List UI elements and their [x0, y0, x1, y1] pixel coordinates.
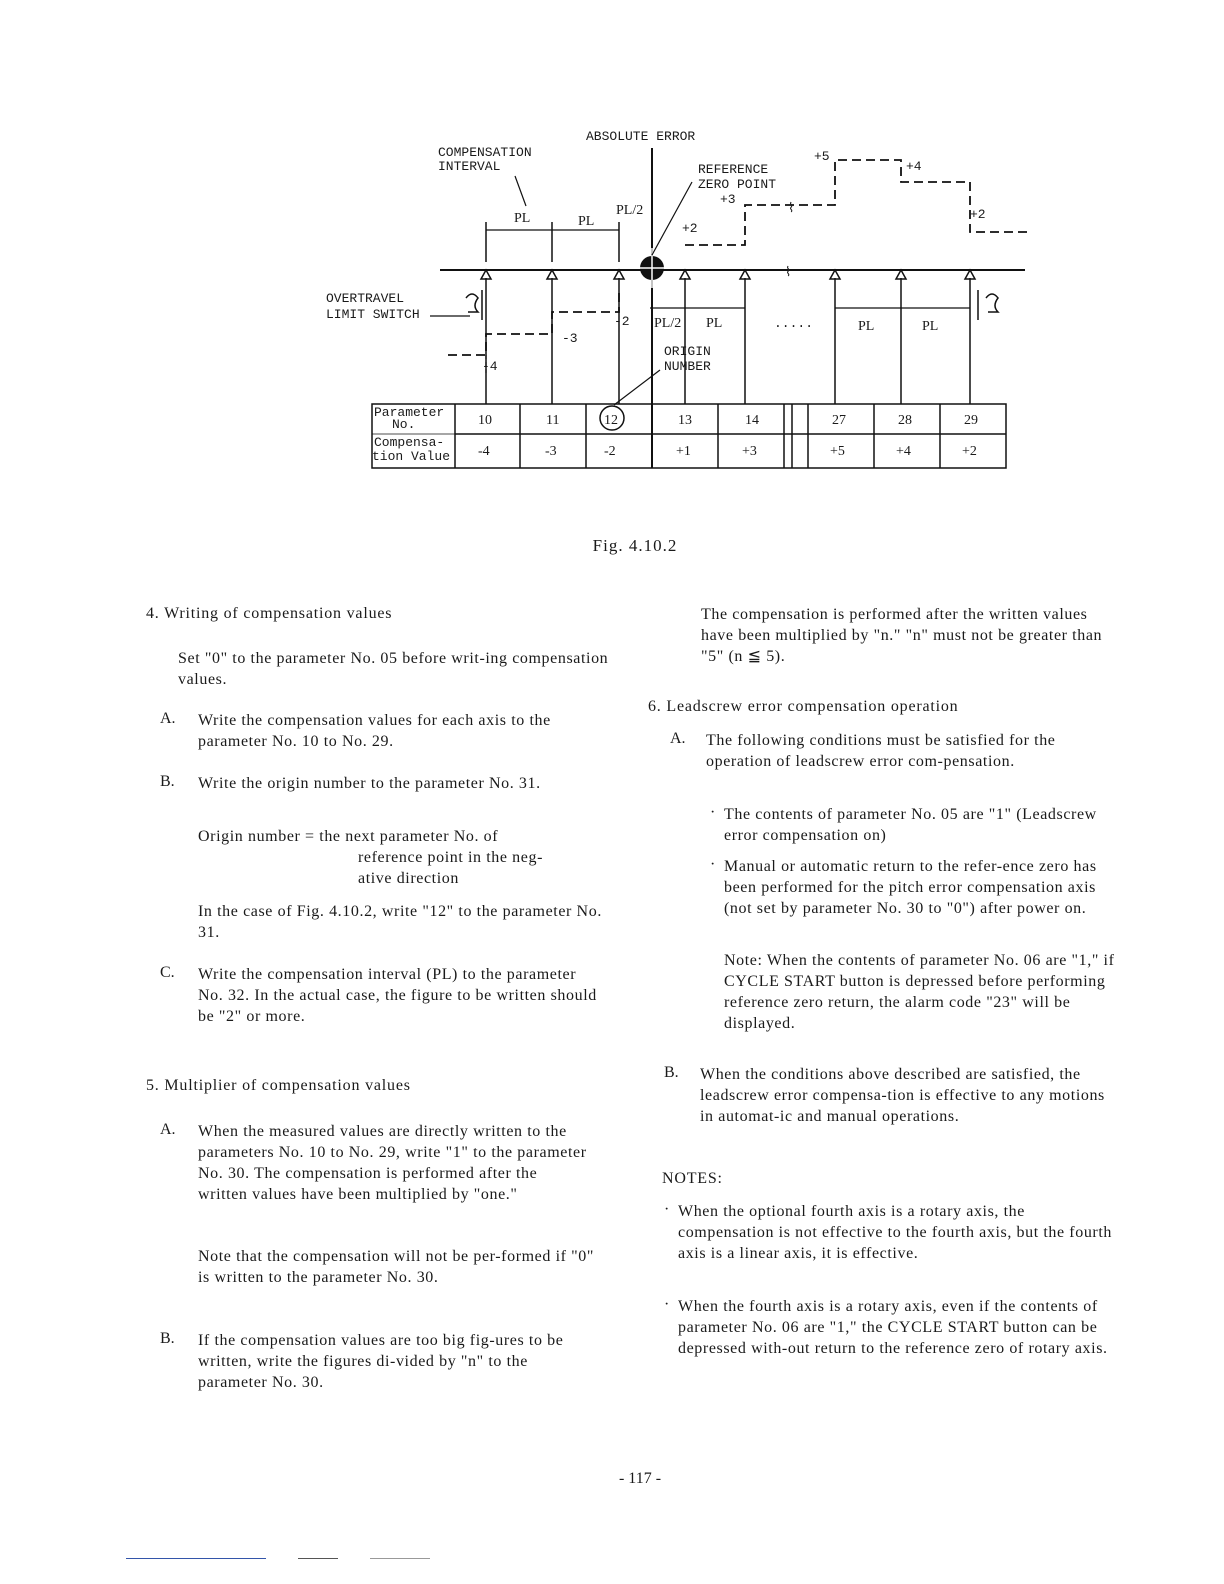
bullet-icon: ·	[710, 856, 716, 873]
section-4b: Write the origin number to the parameter No. 31.	[198, 775, 541, 792]
param-no-cell: 14	[745, 413, 759, 428]
compensation-diagram	[0, 0, 1224, 520]
comp-value-cell: +4	[896, 444, 911, 459]
bullet-icon: ·	[710, 804, 716, 821]
parameter-division-lines	[486, 222, 970, 404]
pl-label: PL	[922, 319, 939, 334]
overtravel-label-2: LIMIT SWITCH	[326, 307, 420, 322]
origin-number-def-1: Origin number = the next parameter No. of	[198, 828, 499, 845]
section-4c: Write the compensation interval (PL) to the parameter No. 32. In the actual case, the figure to be written should be "2" or more.	[198, 966, 597, 1025]
comp-value-row	[478, 444, 977, 459]
pl-label: PL	[858, 319, 875, 334]
svg-text:⌇: ⌇	[785, 265, 792, 280]
pl-half-label: PL/2	[616, 203, 644, 218]
param-no-cell: 11	[546, 413, 560, 428]
compensation-interval-label-2: INTERVAL	[438, 159, 501, 174]
step-value: +2	[682, 221, 698, 236]
origin-number-def-3: ative direction	[358, 870, 459, 887]
scan-artifact-line	[370, 1558, 430, 1559]
reference-label: REFERENCE	[698, 162, 769, 177]
item-letter: A.	[160, 1121, 176, 1138]
section-4a: Write the compensation values for each axis to the parameter No. 10 to No. 29.	[198, 712, 551, 750]
item-letter: A.	[160, 710, 176, 727]
section-5a-note: Note that the compensation will not be per-formed if "0" is written to the parameter No. 30.	[198, 1248, 595, 1286]
comp-value-cell: +3	[742, 444, 757, 459]
reference-label-2: ZERO POINT	[698, 177, 777, 192]
section-4b-case: In the case of Fig. 4.10.2, write "12" to the parameter No. 31.	[198, 903, 602, 941]
origin-number-def-2: reference point in the neg-	[358, 849, 544, 866]
ellipsis: .....	[774, 316, 814, 331]
compensation-interval-label: COMPENSATION	[438, 145, 532, 160]
item-letter: C.	[160, 964, 175, 981]
section-4-title: 4. Writing of compensation values	[146, 605, 393, 622]
param-no-cell: 13	[678, 413, 692, 428]
page-number: - 117 -	[618, 1470, 662, 1487]
figure-caption: Fig. 4.10.2	[592, 536, 678, 555]
param-no-cell: 27	[832, 413, 846, 428]
scan-artifact-line	[298, 1558, 338, 1559]
origin-number-label-2: NUMBER	[664, 359, 711, 374]
bullet-icon: ·	[664, 1296, 670, 1313]
param-no-cell: 12	[604, 413, 618, 428]
table-header: Parameter	[374, 405, 445, 420]
comp-value-cell: +5	[830, 444, 845, 459]
section-5-title: 5. Multiplier of compensation values	[146, 1077, 411, 1094]
param-no-cell: 29	[964, 413, 978, 428]
table-header: Compensa-	[374, 435, 445, 450]
comp-value-cell: +2	[962, 444, 977, 459]
section-6-title: 6. Leadscrew error compensation operation	[648, 698, 959, 715]
note-2: When the fourth axis is a rotary axis, even if the contents of parameter No. 06 are "1," the CYCLE START button can be depressed with-out return to the reference zero of rotary axis.	[678, 1298, 1108, 1357]
comp-value-cell: -3	[545, 444, 557, 459]
limit-switch-icon	[466, 294, 998, 312]
comp-value-cell: -4	[478, 444, 490, 459]
step-value: +3	[720, 192, 736, 207]
param-no-cell: 28	[898, 413, 912, 428]
item-letter: A.	[670, 730, 686, 747]
notes-title: NOTES:	[662, 1170, 723, 1187]
section-6a: The following conditions must be satisfied for the operation of leadscrew error com-pensation.	[706, 732, 1056, 770]
pl-label: PL	[578, 214, 595, 229]
section-5b-continued: The compensation is performed after the written values have been multiplied by "n." "n" must not be greater than "5" (n ≦ 5).	[701, 606, 1103, 665]
section-6a-bullet-2: Manual or automatic return to the refer-ence zero has been performed for the pitch error compensation axis (not set by parameter No. 30 to "0") after power on.	[724, 858, 1097, 917]
table-header: tion Value	[372, 449, 451, 464]
bullet-icon: ·	[664, 1201, 670, 1218]
section-6a-bullet-1: The contents of parameter No. 05 are "1" (Leadscrew error compensation on)	[724, 806, 1097, 844]
parameter-point-triangles	[481, 270, 975, 279]
overtravel-label: OVERTRAVEL	[326, 291, 405, 306]
item-letter: B.	[664, 1064, 679, 1081]
pl-half-label: PL/2	[654, 316, 682, 331]
pl-label: PL	[706, 316, 723, 331]
scan-artifact-line	[126, 1558, 266, 1559]
absolute-error-label: ABSOLUTE ERROR	[586, 129, 696, 144]
section-5b: If the compensation values are too big fig-ures to be written, write the figures di-vided by "n" to the parameter No. 30.	[198, 1332, 564, 1391]
step-value: -3	[562, 331, 578, 346]
svg-text:⌇: ⌇	[788, 201, 795, 216]
param-no-row	[478, 413, 978, 428]
param-no-cell: 10	[478, 413, 492, 428]
section-6a-note: Note: When the contents of parameter No. 06 are "1," if CYCLE START button is depressed before performing reference zero return, the alarm code "23" will be displayed.	[724, 952, 1115, 1032]
note-1: When the optional fourth axis is a rotary axis, the compensation is not effective to the fourth axis, but the fourth axis is a linear axis, it is effective.	[678, 1203, 1113, 1262]
step-value: +4	[906, 159, 922, 174]
step-value: -4	[482, 359, 498, 374]
origin-number-label: ORIGIN	[664, 344, 711, 359]
comp-value-cell: -2	[604, 444, 616, 459]
step-value: +2	[970, 207, 986, 222]
pl-label: PL	[514, 211, 531, 226]
item-letter: B.	[160, 1330, 175, 1347]
section-4-intro: Set "0" to the parameter No. 05 before writ-ing compensation values.	[178, 650, 609, 688]
section-6b: When the conditions above described are satisfied, the leadscrew error compensa-tion is effective to any motions in automat-ic and manual operations.	[700, 1066, 1105, 1125]
table-header: No.	[392, 417, 416, 432]
section-5a: When the measured values are directly written to the parameters No. 10 to No. 29, write "1" to the parameter No. 30. The compensation is performed after the written values have been multiplied by "one."	[198, 1123, 587, 1203]
step-value: -2	[614, 314, 630, 329]
step-value: +5	[814, 149, 830, 164]
item-letter: B.	[160, 773, 175, 790]
comp-value-cell: +1	[676, 444, 691, 459]
